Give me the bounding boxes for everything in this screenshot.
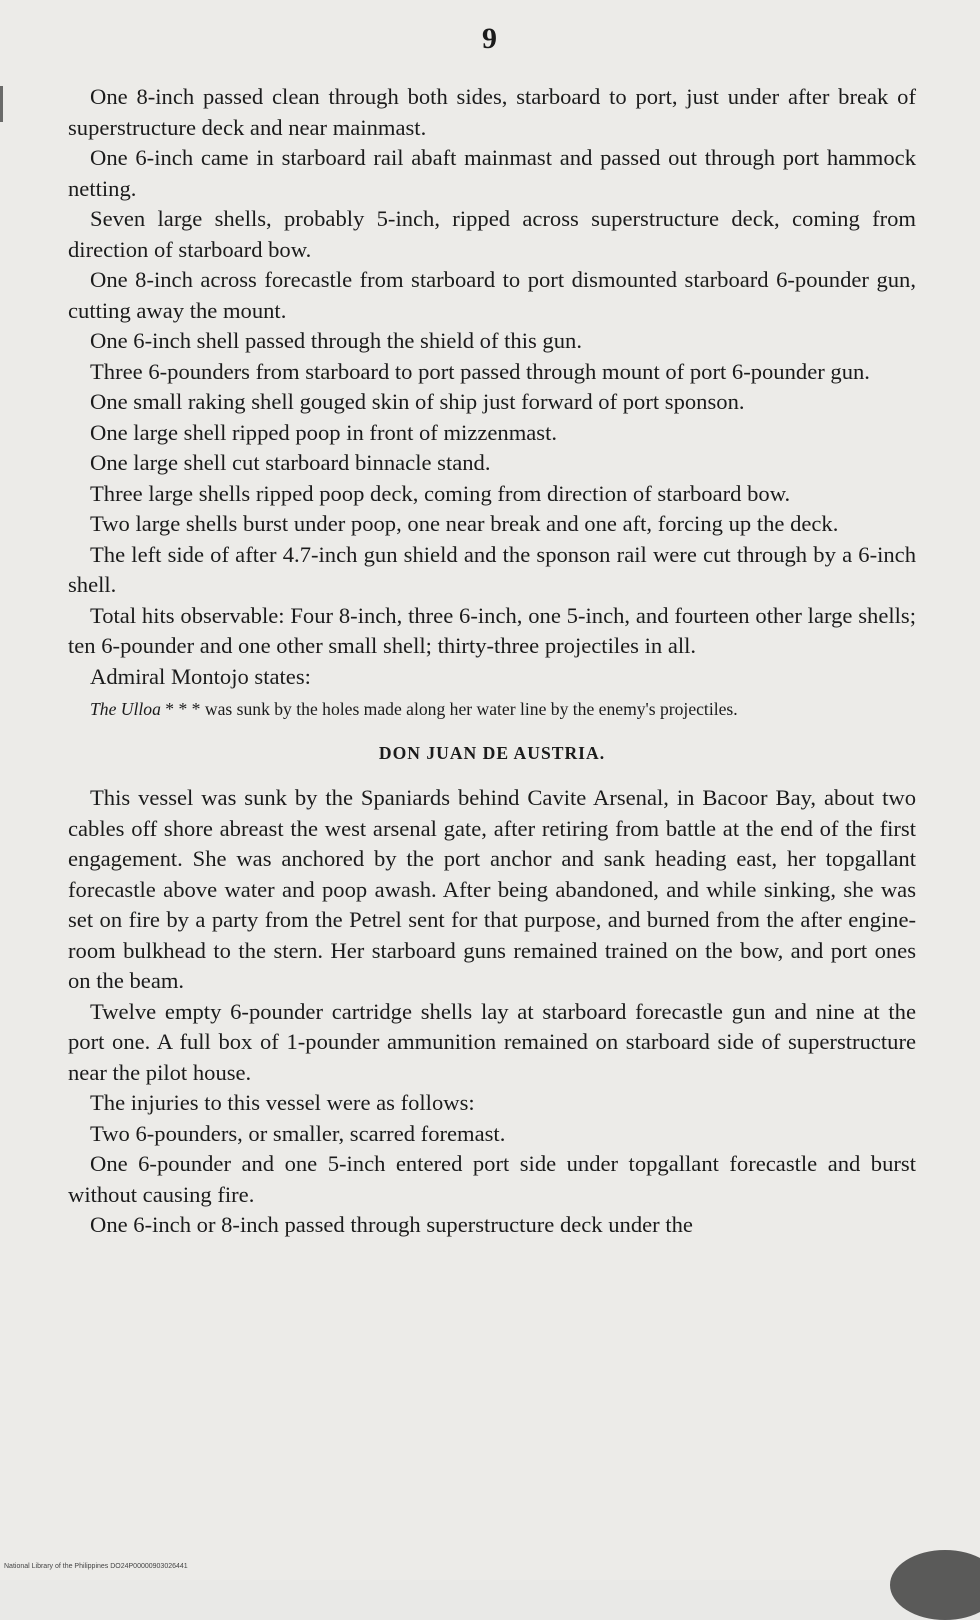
paragraph: One 6-inch came in starboard rail abaft mainmast and passed out through port hammock netting. — [68, 145, 916, 201]
scan-corner-shadow — [890, 1550, 980, 1620]
section-heading: DON JUAN DE AUSTRIA. — [378, 743, 606, 763]
paragraph: Two 6-pounders, or smaller, scarred foremast. — [90, 1120, 506, 1146]
paragraph: One 6-inch or 8-inch passed through superstructure deck under the — [90, 1212, 693, 1237]
paragraph: One small raking shell gouged skin of ship just forward of port sponson. — [90, 389, 745, 414]
paragraph: One large shell ripped poop in front of mizzenmast. — [90, 419, 558, 445]
paragraph: One large shell cut starboard binnacle stand. — [90, 450, 491, 475]
paragraph: One 6-inch shell passed through the shield of this gun. — [90, 328, 582, 353]
paragraph: Twelve empty 6-pounder cartridge shells lay at starboard forecastle gun and nine at the port one. A full box of 1-pounder ammunition remained on starboard side of superstructure near the pilot house. — [68, 998, 916, 1085]
block-quote — [68, 692, 916, 721]
footer-credit: National Library of the Philippines DO24P00000903026441 — [4, 1563, 188, 1570]
paragraph: One 6-pounder and one 5-inch entered port side under topgallant forecastle and burst without causing fire. — [68, 1151, 916, 1207]
paragraph: Three large shells ripped poop deck, coming from direction of starboard bow. — [90, 480, 791, 506]
quote-text: * * * was sunk by the holes made along her water line by the enemy's projectiles. — [165, 699, 738, 719]
paragraph: Total hits observable: Four 8-inch, three 6-inch, one 5-inch, and fourteen other large shells; ten 6-pounder and one other small shell; thirty-three projectiles in all. — [68, 602, 916, 658]
quote-ship-name: The Ulloa — [90, 699, 161, 719]
paragraph: One 8-inch passed clean through both sides, starboard to port, just under after break of superstructure deck and near mainmast. — [68, 84, 916, 140]
paragraph: Two large shells burst under poop, one near break and one aft, forcing up the deck. — [90, 511, 839, 536]
paragraph: The injuries to this vessel were as follows: — [90, 1090, 475, 1115]
paragraph: Seven large shells, probably 5-inch, ripped across superstructure deck, coming from direction of starboard bow. — [68, 206, 916, 262]
page-number: 9 — [482, 22, 498, 55]
paragraph: Admiral Montojo states: — [90, 663, 311, 689]
page-body — [68, 82, 916, 1241]
paragraph: Three 6-pounders from starboard to port passed through mount of port 6-pounder gun. — [90, 358, 870, 384]
paragraph: The left side of after 4.7-inch gun shield and the sponson rail were cut through by a 6-inch shell. — [68, 541, 916, 597]
paragraph: One 8-inch across forecastle from starboard to port dismounted starboard 6-pounder gun, cutting away the mount. — [68, 267, 916, 323]
scan-edge-mark — [0, 86, 3, 122]
paragraph: This vessel was sunk by the Spaniards behind Cavite Arsenal, in Bacoor Bay, about two cables off shore abreast the west arsenal gate, after retiring from battle at the end of the first engagement. She was anchored by the port anchor and sank heading east, her topgallant forecastle above water and poop awash. After being abandoned, and while sinking, she was set on fire by a party from the Petrel sent for that purpose, and burned from the after engine-room bulkhead to the stern. Her starboard guns remained trained on the bow, and port ones on the beam. — [68, 785, 916, 993]
